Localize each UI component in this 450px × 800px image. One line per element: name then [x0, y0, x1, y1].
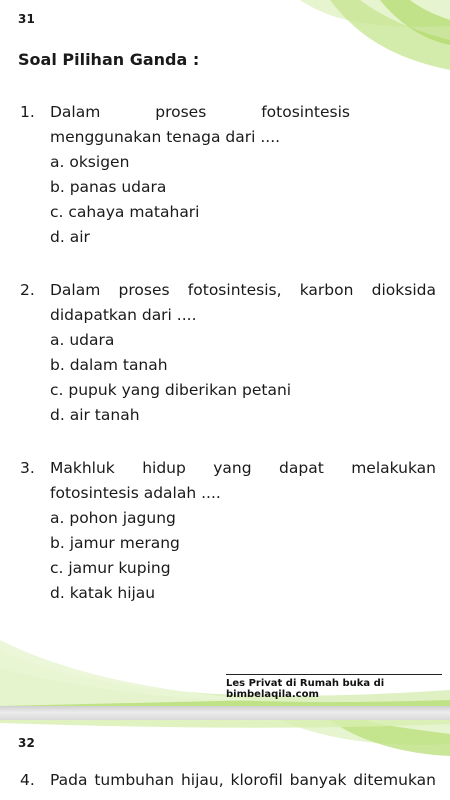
option-a: a. udara — [50, 331, 115, 349]
question-1 — [18, 100, 436, 250]
question-text: Pada tumbuhan hijau, klorofil banyak ditemukan — [50, 771, 436, 789]
option-b: b. jamur merang — [50, 534, 180, 552]
option-a: a. oksigen — [50, 153, 130, 171]
option-c: c. jamur kuping — [50, 559, 171, 577]
option-d: d. air — [50, 228, 90, 246]
question-number: 4. — [20, 771, 35, 789]
page-separator — [0, 706, 450, 720]
question-4 — [18, 768, 436, 793]
option-c: c. pupuk yang diberikan petani — [50, 381, 292, 399]
question-number: 1. — [20, 103, 35, 121]
option-b: b. panas udara — [50, 178, 167, 196]
option-b: b. dalam tanah — [50, 356, 168, 374]
question-text: Dalam proses fotosintesis, karbon dioksida didapatkan dari .... — [50, 281, 436, 324]
question-2 — [18, 278, 436, 428]
option-d: d. air tanah — [50, 406, 140, 424]
question-number: 2. — [20, 281, 35, 299]
question-number: 3. — [20, 459, 35, 477]
footer-promo: Les Privat di Rumah buka di bimbelaqila.com — [226, 678, 385, 700]
footer-divider — [226, 674, 442, 675]
option-c: c. cahaya matahari — [50, 203, 200, 221]
question-text: Dalam proses fotosintesis menggunakan tenaga dari .... — [50, 103, 350, 146]
page-number: 31 — [18, 12, 36, 26]
option-a: a. pohon jagung — [50, 509, 176, 527]
page-number: 32 — [18, 736, 36, 750]
page-32 — [0, 720, 450, 800]
question-3 — [18, 456, 436, 606]
section-title: Soal Pilihan Ganda : — [18, 50, 200, 69]
question-text: Makhluk hidup yang dapat melakukan fotosintesis adalah .... — [50, 459, 436, 502]
option-d: d. katak hijau — [50, 584, 156, 602]
